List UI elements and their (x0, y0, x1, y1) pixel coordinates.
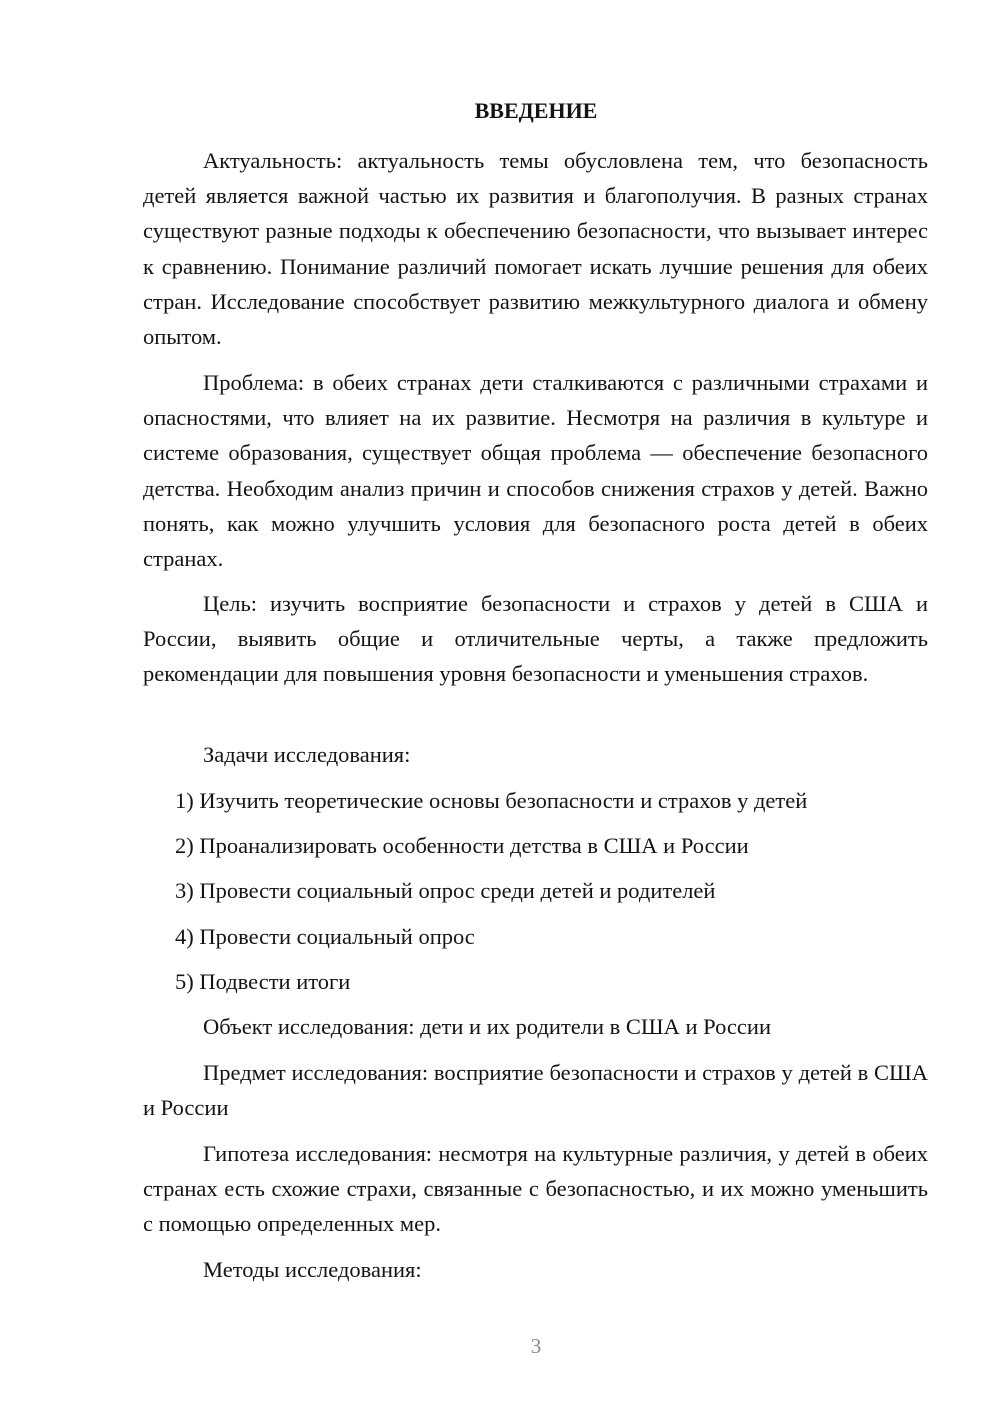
subject-paragraph: Предмет исследования: восприятие безопасности и страхов у детей в США и России (143, 1060, 928, 1121)
object-paragraph: Объект исследования: дети и их родители в США и России (203, 1014, 771, 1039)
goal-paragraph: Цель: изучить восприятие безопасности и страхов у детей в США и России, выявить общие и отличительные черты, а также предложить рекомендации для повышения уровня безопасности и уменьшения страхов. (143, 591, 928, 687)
list-item: 2) Проанализировать особенности детства в США и России (175, 833, 749, 858)
list-item: 5) Подвести итоги (175, 969, 351, 994)
page-title: ВВЕДЕНИЕ (474, 98, 598, 123)
list-item: 1) Изучить теоретические основы безопасности и страхов у детей (175, 788, 808, 813)
relevance-paragraph: Актуальность: актуальность темы обусловлена тем, что безопасность детей является важной частью их развития и благополучия. В разных странах существуют разные подходы к обеспечению безопасности, что вызывает интерес к сравнению. Понимание различий помогает искать лучшие решения для обеих стран. Исследование способствует развитию межкультурного диалога и обмену опытом. (143, 148, 928, 350)
page-number: 3 (530, 1334, 542, 1358)
tasks-title: Задачи исследования: (203, 742, 411, 767)
problem-paragraph: Проблема: в обеих странах дети сталкиваются с различными страхами и опасностями, что влияет на их развитие. Несмотря на различия в культуре и системе образования, существует общая проблема — обеспечение безопасного детства. Необходим анализ причин и способов снижения страхов у детей. Важно понять, как можно улучшить условия для безопасного роста детей в обеих странах. (143, 370, 928, 572)
list-item: 4) Провести социальный опрос (175, 924, 475, 949)
methods-title: Методы исследования: (203, 1257, 422, 1282)
list-item: 3) Провести социальный опрос среди детей и родителей (175, 878, 716, 903)
hypothesis-paragraph: Гипотеза исследования: несмотря на культурные различия, у детей в обеих странах есть схожие страхи, связанные с безопасностью, и их можно уменьшить с помощью определенных мер. (143, 1141, 928, 1237)
